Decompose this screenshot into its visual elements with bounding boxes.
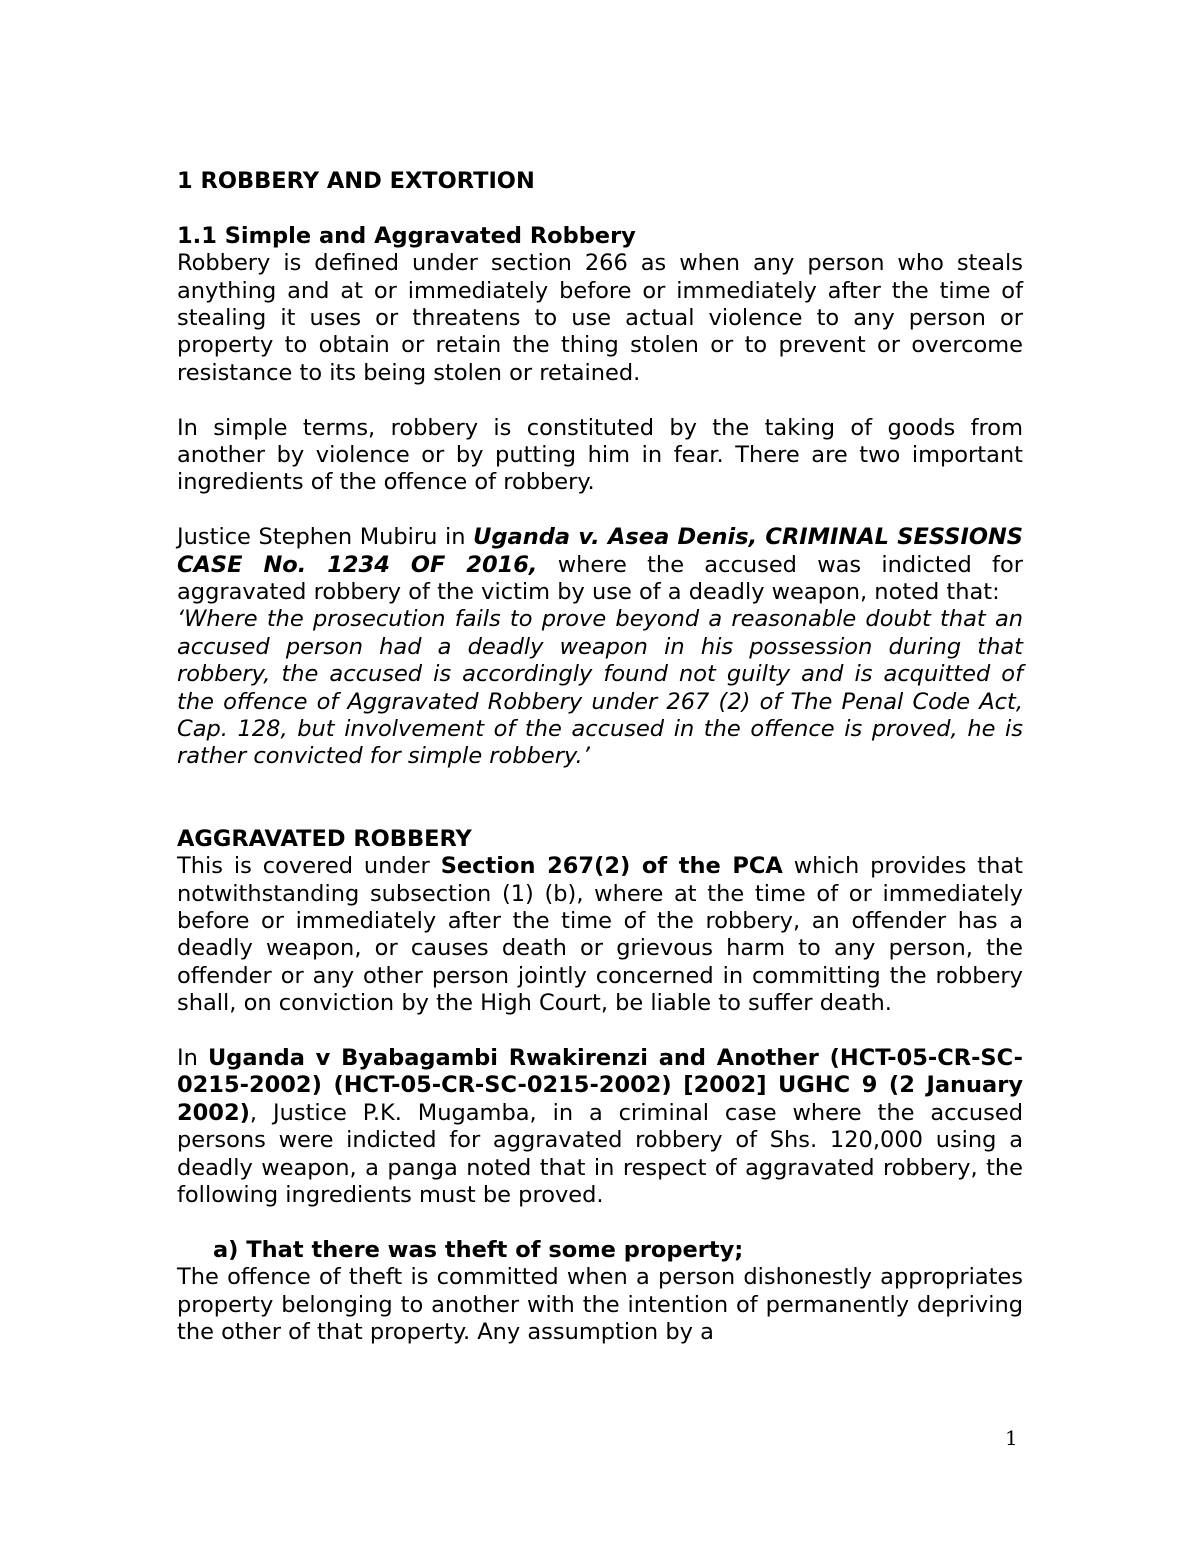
paragraph-simple-terms: In simple terms, robbery is constituted by the taking of goods from another by violence or by putting him in fear. There are two important ingredients of the offence of robbery.: [177, 414, 1023, 496]
case-intro: In: [177, 1044, 209, 1071]
section-description: which provides that notwithstanding subsection (1) (b), where at the time of or immediately before or immediately after the time of the robbery, an offender has a deadly weapon, or causes death or grievous harm to any person, the offender or any other person jointly concerned in committing the robbery shall, on conviction by the High Court, be liable to suffer death.: [177, 853, 1023, 1017]
case-citation: Uganda v Byabagambi Rwakirenzi and Another (HCT-05-CR-SC-0215-2002) (HCT-05-CR-SC-0215-2002) [2002] UGHC 9 (2 January 2002): [177, 1044, 1023, 1126]
paragraph-case-byabagambi: [177, 1045, 1023, 1209]
spacer: [177, 771, 1023, 826]
ingredient-a-heading: a) That there was theft of some property;: [213, 1236, 744, 1263]
heading-robbery-extortion: 1 ROBBERY AND EXTORTION: [177, 168, 535, 194]
spacer: [177, 1209, 1023, 1236]
page-number: 1: [1005, 1426, 1018, 1450]
case-description: , Justice P.K. Mugamba, in a criminal case where the accused persons were indicted for aggravated robbery of Shs. 120,000 using a deadly weapon, a panga noted that in respect of aggravated robbery, the following ingredients must be proved.: [177, 1099, 1023, 1208]
spacer: [177, 387, 1023, 414]
heading-simple-aggravated-robbery: 1.1 Simple and Aggravated Robbery: [177, 222, 636, 249]
spacer: [177, 497, 1023, 524]
spacer: [177, 195, 1023, 222]
paragraph-definition: Robbery is defined under section 266 as when any person who steals anything and at or immediately before or immediately after the time of stealing it uses or threatens to use actual violence to any person or property to obtain or retain the thing stolen or to prevent or overcome resistance to its being stolen or retained.: [177, 250, 1023, 386]
section-reference: Section 267(2) of the PCA: [440, 853, 783, 880]
spacer: [177, 1018, 1023, 1045]
case-intro: Justice Stephen Mubiru in: [177, 524, 474, 551]
paragraph-theft: The offence of theft is committed when a person dishonestly appropriates property belonging to another with the intention of permanently depriving the other of that property. Any assumption by a: [177, 1264, 1023, 1345]
case-description: where the accused was indicted for aggravated robbery of the victim by use of a deadly weapon, noted that:: [177, 551, 1023, 606]
heading-aggravated-robbery: AGGRAVATED ROBBERY: [177, 825, 472, 852]
paragraph-section-267: [177, 853, 1023, 1017]
document-page: [177, 168, 1023, 1346]
paragraph-case-asea-denis: [177, 524, 1023, 606]
case-citation: Uganda v. Asea Denis, CRIMINAL SESSIONS CASE No. 1234 OF 2016,: [177, 524, 1023, 578]
section-intro: This is covered under: [177, 853, 441, 880]
case-quote: ‘Where the prosecution fails to prove beyond a reasonable doubt that an accused person had a deadly weapon in his possession during that robbery, the accused is accordingly found not guilty and is acquitted of the offence of Aggravated Robbery under 267 (2) of The Penal Code Act, Cap. 128, but involvement of the accused in the offence is proved, he is rather convicted for simple robbery.’: [177, 606, 1023, 770]
